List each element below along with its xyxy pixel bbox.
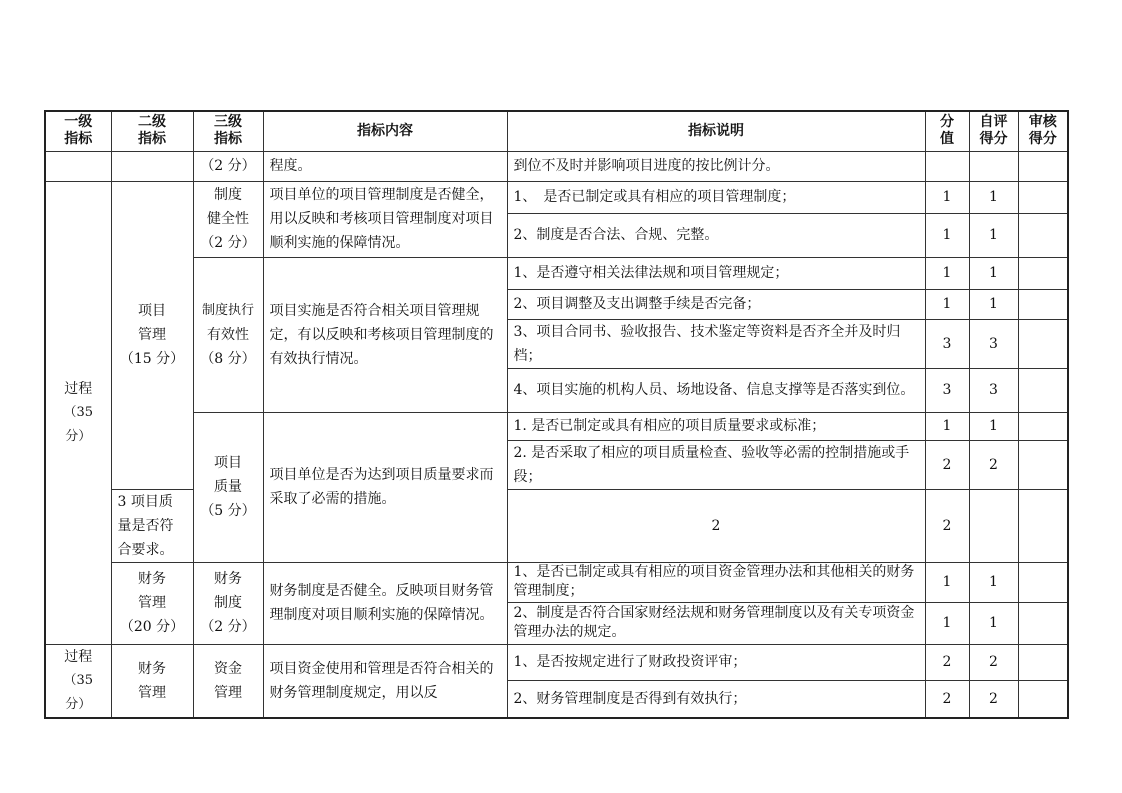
self-score-cell: 3 bbox=[969, 368, 1018, 412]
header-row bbox=[45, 111, 1068, 151]
audit-score-cell bbox=[1018, 412, 1068, 440]
self-score-cell: 3 bbox=[969, 319, 1018, 368]
score-cell: 1 bbox=[925, 257, 969, 289]
self-score-cell: 2 bbox=[969, 681, 1018, 718]
level2-project-management: 项目 管理 （15 分） bbox=[111, 181, 193, 489]
description-cell: 1、 是否已制定或具有相应的项目管理制度； bbox=[507, 181, 925, 213]
audit-score-cell bbox=[1018, 213, 1068, 257]
header-content: 指标内容 bbox=[263, 111, 507, 151]
evaluation-table bbox=[44, 110, 1069, 719]
table-row bbox=[45, 151, 1068, 181]
description-cell: 3 项目质量是否符合要求。 bbox=[111, 489, 193, 562]
table-row bbox=[45, 644, 1068, 681]
description-cell: 3、项目合同书、验收报告、技术鉴定等资料是否齐全并及时归档； bbox=[507, 319, 925, 368]
level1-process: 过程 （35 分） bbox=[45, 644, 111, 718]
content-cell: 程度。 bbox=[263, 151, 507, 181]
audit-score-cell bbox=[969, 489, 1018, 562]
audit-score-cell bbox=[1018, 602, 1068, 644]
score-cell: 2 bbox=[925, 440, 969, 489]
audit-score-cell bbox=[1018, 181, 1068, 213]
level3-system-completeness: 制度 健全性 （2 分） bbox=[193, 181, 263, 257]
description-cell: 1. 是否已制定或具有相应的项目质量要求或标准； bbox=[507, 412, 925, 440]
content-cell: 项目单位的项目管理制度是否健全，用以反映和考核项目管理制度对项目顺利实施的保障情况。 bbox=[263, 181, 507, 257]
level3-financial-system: 财务 制度 （2 分） bbox=[193, 562, 263, 644]
audit-score-cell bbox=[1018, 289, 1068, 319]
self-score-cell: 1 bbox=[969, 412, 1018, 440]
score-cell: 1 bbox=[925, 213, 969, 257]
level2-financial-management: 财务 管理 （20 分） bbox=[111, 562, 193, 644]
score-cell: 2 bbox=[925, 644, 969, 681]
self-score-cell: 1 bbox=[969, 602, 1018, 644]
audit-score-cell bbox=[1018, 440, 1068, 489]
self-score-cell: 2 bbox=[969, 440, 1018, 489]
audit-score-cell bbox=[1018, 644, 1068, 681]
description-cell: 2、制度是否合法、合规、完整。 bbox=[507, 213, 925, 257]
header-audit-score: 审核 得分 bbox=[1018, 111, 1068, 151]
audit-score-cell bbox=[1018, 319, 1068, 368]
header-level2: 二级 指标 bbox=[111, 111, 193, 151]
level1-process: 过程 （35 分） bbox=[45, 181, 111, 644]
description-cell: 2、制度是否符合国家财经法规和财务管理制度以及有关专项资金管理办法的规定。 bbox=[507, 602, 925, 644]
table-row bbox=[45, 257, 1068, 289]
header-description: 指标说明 bbox=[507, 111, 925, 151]
self-score-cell: 1 bbox=[969, 562, 1018, 602]
score-cell: 2 bbox=[507, 489, 925, 562]
self-score-cell: 1 bbox=[969, 257, 1018, 289]
self-score-cell: 1 bbox=[969, 213, 1018, 257]
score-cell: 1 bbox=[925, 562, 969, 602]
table-row bbox=[45, 562, 1068, 602]
description-cell: 2. 是否采取了相应的项目质量检查、验收等必需的控制措施或手段； bbox=[507, 440, 925, 489]
content-cell: 财务制度是否健全。反映项目财务管理制度对项目顺利实施的保障情况。 bbox=[263, 562, 507, 644]
self-score-cell: 2 bbox=[969, 644, 1018, 681]
description-cell: 2、财务管理制度是否得到有效执行； bbox=[507, 681, 925, 718]
description-cell: 到位不及时并影响项目进度的按比例计分。 bbox=[507, 151, 925, 181]
self-score-cell: 1 bbox=[969, 181, 1018, 213]
score-cell: 3 bbox=[925, 319, 969, 368]
description-cell: 1、是否按规定进行了财政投资评审； bbox=[507, 644, 925, 681]
self-score-cell: 2 bbox=[925, 489, 969, 562]
content-cell: 项目单位是否为达到项目质量要求而采取了必需的措施。 bbox=[263, 412, 507, 562]
score-cell: 3 bbox=[925, 368, 969, 412]
level3-execution-effectiveness: 制度执行 有效性 （8 分） bbox=[193, 257, 263, 412]
level3-points: （2 分） bbox=[193, 151, 263, 181]
description-cell: 2、项目调整及支出调整手续是否完备； bbox=[507, 289, 925, 319]
level2-financial-management: 财务 管理 bbox=[111, 644, 193, 718]
description-cell: 1、是否遵守相关法律法规和项目管理规定； bbox=[507, 257, 925, 289]
self-score-cell: 1 bbox=[969, 289, 1018, 319]
table-row bbox=[45, 181, 1068, 213]
audit-score-cell bbox=[1018, 368, 1068, 412]
score-cell: 1 bbox=[925, 412, 969, 440]
audit-score-cell bbox=[1018, 681, 1068, 718]
header-self-score: 自评 得分 bbox=[969, 111, 1018, 151]
score-cell: 1 bbox=[925, 602, 969, 644]
content-cell: 项目实施是否符合相关项目管理规定，有以反映和考核项目管理制度的有效执行情况。 bbox=[263, 257, 507, 412]
description-cell: 1、是否已制定或具有相应的项目资金管理办法和其他相关的财务管理制度； bbox=[507, 562, 925, 602]
table-row bbox=[45, 412, 1068, 440]
score-cell: 1 bbox=[925, 181, 969, 213]
audit-score-cell bbox=[1018, 562, 1068, 602]
level3-fund-management: 资金 管理 bbox=[193, 644, 263, 718]
score-cell: 1 bbox=[925, 289, 969, 319]
header-score: 分 值 bbox=[925, 111, 969, 151]
audit-score-cell bbox=[1018, 257, 1068, 289]
score-cell: 2 bbox=[925, 681, 969, 718]
header-level3: 三级 指标 bbox=[193, 111, 263, 151]
level3-project-quality: 项目 质量 （5 分） bbox=[193, 412, 263, 562]
description-cell: 4、项目实施的机构人员、场地设备、信息支撑等是否落实到位。 bbox=[507, 368, 925, 412]
content-cell: 项目资金使用和管理是否符合相关的财务管理制度规定，用以反 bbox=[263, 644, 507, 718]
header-level1: 一级 指标 bbox=[45, 111, 111, 151]
